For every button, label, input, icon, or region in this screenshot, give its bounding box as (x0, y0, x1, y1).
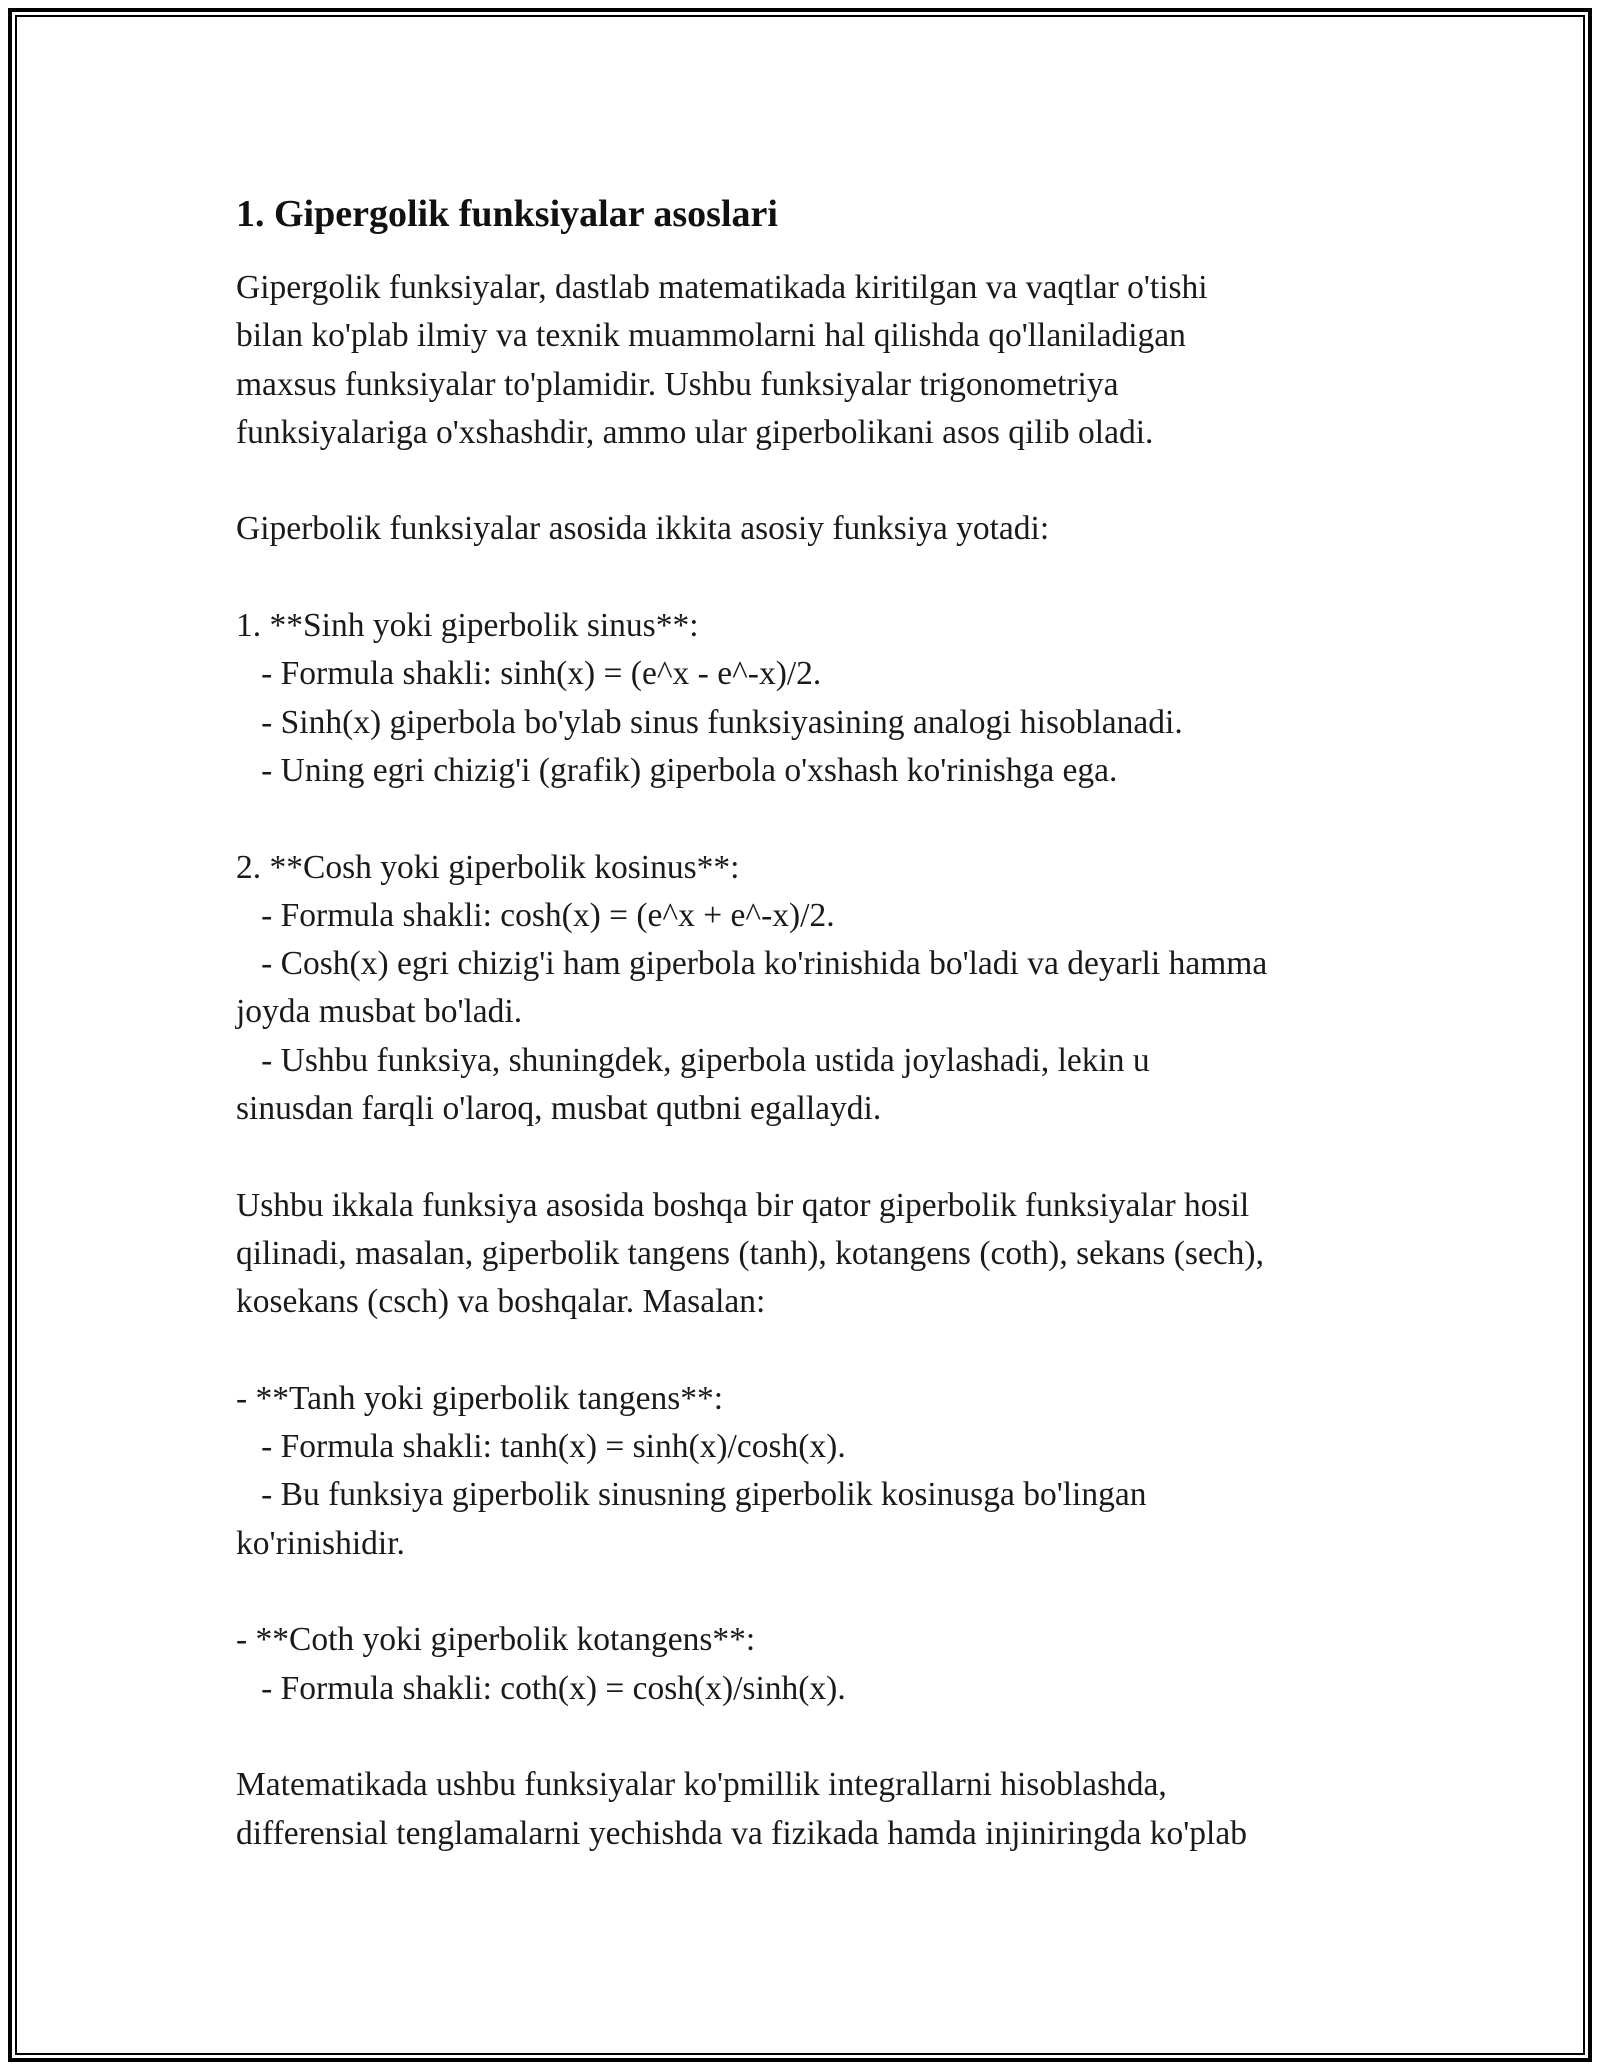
text-line: maxsus funksiyalar to'plamidir. Ushbu funksiyalar trigonometriya (236, 365, 1119, 403)
text-line: funksiyalariga o'xshashdir, ammo ular giperbolikani asos qilib oladi. (236, 413, 1154, 451)
text-line: Matematikada ushbu funksiyalar ko'pmillik integrallarni hisoblashda, (236, 1766, 1167, 1804)
list-item-heading: 2. **Cosh yoki giperbolik kosinus**: (236, 848, 740, 886)
list-item-heading: 1. **Sinh yoki giperbolik sinus**: (236, 607, 699, 645)
list-subitem: - Cosh(x) egri chizig'i ham giperbola ko'rinishida bo'ladi va deyarli hamma (236, 945, 1268, 983)
document-title: 1. Gipergolik funksiyalar asoslari (236, 193, 778, 235)
blank-line (236, 1568, 1386, 1616)
blank-line (236, 795, 1386, 843)
text-line: sinusdan farqli o'laroq, musbat qutbni egallaydi. (236, 1090, 882, 1128)
text-line: kosekans (csch) va boshqalar. Masalan: (236, 1283, 766, 1321)
list-subitem: - Sinh(x) giperbola bo'ylab sinus funksiyasining analogi hisoblanadi. (236, 703, 1183, 741)
list-subitem: - Formula shakli: sinh(x) = (e^x - e^-x)/2. (236, 655, 822, 693)
text-line: Gipergolik funksiyalar, dastlab matematikada kiritilgan va vaqtlar o'tishi (236, 269, 1208, 306)
list-subitem: - Formula shakli: cosh(x) = (e^x + e^-x)/2. (236, 896, 835, 934)
blank-line (236, 457, 1386, 505)
text-line: Giperbolik funksiyalar asosida ikkita asosiy funksiya yotadi: (236, 510, 1050, 548)
blank-line (236, 554, 1386, 602)
list-subitem: - Bu funksiya giperbolik sinusning giperbolik kosinusga bo'lingan (236, 1476, 1147, 1514)
blank-line (236, 1133, 1386, 1181)
list-subitem: - Ushbu funksiya, shuningdek, giperbola ustida joylashadi, lekin u (236, 1041, 1150, 1079)
list-item-heading: - **Coth yoki giperbolik kotangens**: (236, 1621, 756, 1659)
text-line: differensial tenglamalarni yechishda va fizikada hamda injiniringda ko'plab (236, 1814, 1247, 1852)
list-subitem: - Formula shakli: coth(x) = cosh(x)/sinh(x). (236, 1669, 846, 1707)
text-line: Ushbu ikkala funksiya asosida boshqa bir qator giperbolik funksiyalar hosil (236, 1186, 1250, 1224)
text-line: bilan ko'plab ilmiy va texnik muammolarni hal qilishda qo'llaniladigan (236, 317, 1186, 355)
text-line: joyda musbat bo'ladi. (236, 993, 523, 1031)
blank-line (236, 1327, 1386, 1375)
document-page (236, 186, 1386, 1858)
text-line: qilinadi, masalan, giperbolik tangens (tanh), kotangens (coth), sekans (sech), (236, 1234, 1264, 1272)
blank-line (236, 1713, 1386, 1761)
document-body (236, 264, 1386, 1858)
list-subitem: - Formula shakli: tanh(x) = sinh(x)/cosh(x). (236, 1428, 846, 1466)
list-item-heading: - **Tanh yoki giperbolik tangens**: (236, 1379, 724, 1417)
text-line: ko'rinishidir. (236, 1524, 405, 1562)
list-subitem: - Uning egri chizig'i (grafik) giperbola o'xshash ko'rinishga ega. (236, 751, 1118, 789)
